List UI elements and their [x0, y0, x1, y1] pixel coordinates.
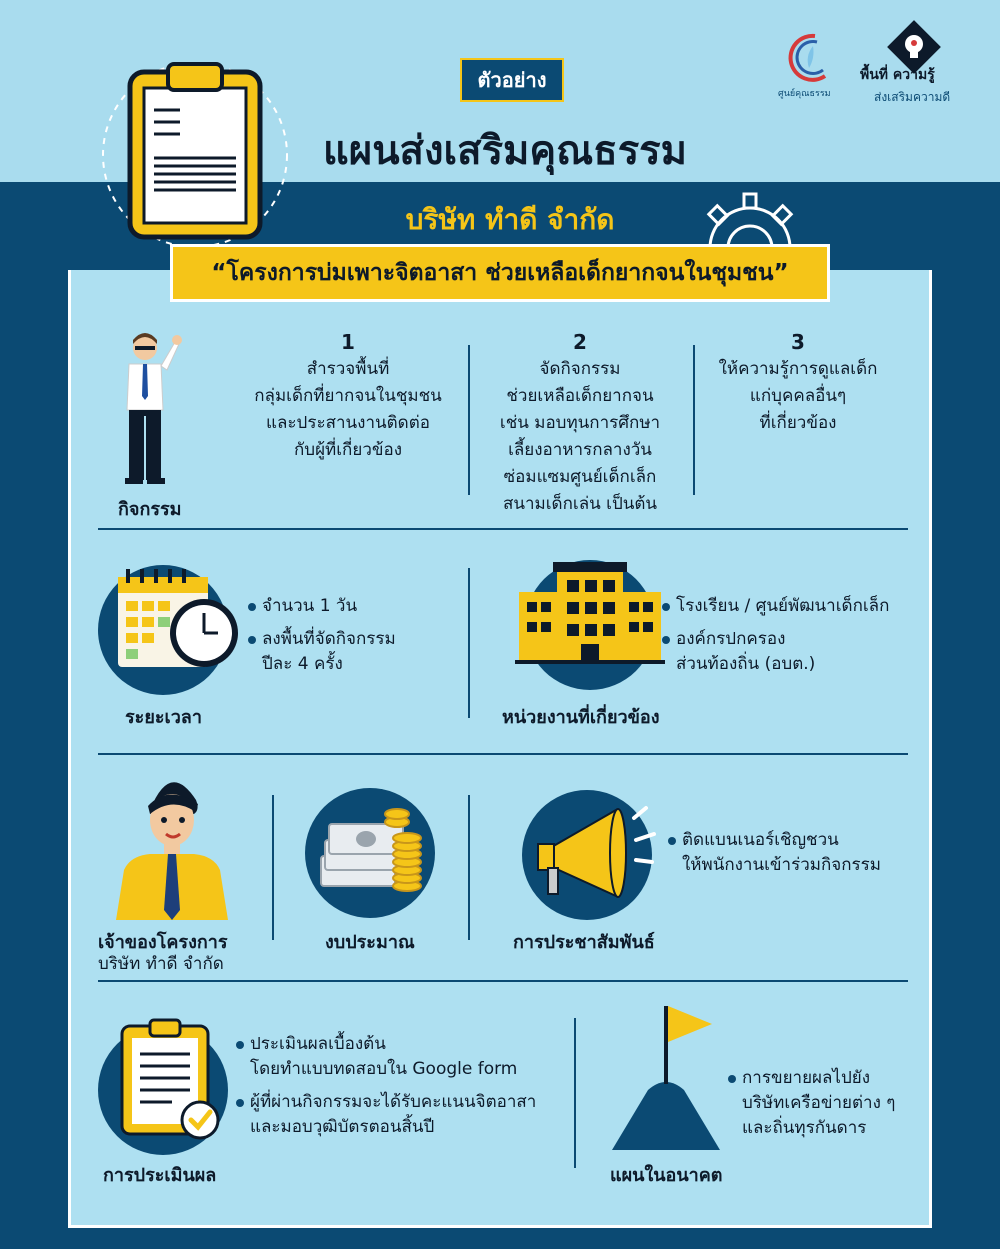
agency-item: องค์กรปกครอง ส่วนท้องถิ่น (อบต.) — [662, 627, 912, 677]
divider — [468, 568, 470, 718]
agency-list — [662, 594, 912, 685]
moral-center-logo-text: ศูนย์คุณธรรม — [778, 89, 831, 99]
presenter-man-icon — [115, 330, 195, 490]
megaphone-icon — [530, 800, 670, 900]
divider — [574, 1018, 576, 1168]
owner-company: บริษัท ทำดี จำกัด — [98, 954, 224, 974]
sample-tag: ตัวอย่าง — [460, 58, 564, 102]
step-1-number: 1 — [341, 330, 355, 354]
checklist-clipboard-icon — [112, 1016, 232, 1146]
step-3-number: 3 — [791, 330, 805, 354]
company-name: บริษัท ทำดี จำกัด — [405, 203, 615, 236]
moral-center-logo-icon — [785, 28, 835, 88]
activities-label: กิจกรรม — [118, 499, 182, 520]
money-stack-icon — [315, 800, 425, 900]
knowledge-logo-title: พื้นที่ ความรู้ — [860, 67, 935, 83]
page-title: แผนส่งเสริมคุณธรรม — [322, 128, 688, 174]
future-item: การขยายผลไปยัง บริษัทเครือข่ายต่าง ๆ และถิ่นทุรกันดาร — [728, 1066, 928, 1141]
owner-label: เจ้าของโครงการ — [98, 932, 228, 953]
duration-item: ลงพื้นที่จัดกิจกรรม ปีละ 4 ครั้ง — [248, 627, 458, 677]
section-divider — [98, 528, 908, 530]
flag-mountain-icon — [608, 1000, 728, 1160]
project-title: “โครงการบ่มเพาะจิตอาสา ช่วยเหลือเด็กยากจนในชุมชน” — [170, 244, 830, 302]
budget-label: งบประมาณ — [325, 932, 415, 953]
step-1-text: สำรวจพื้นที่ กลุ่มเด็กที่ยากจนในชุมชน และประสานงานติดต่อ กับผู้ที่เกี่ยวข้อง — [254, 359, 442, 460]
section-divider — [98, 980, 908, 982]
duration-label: ระยะเวลา — [125, 707, 202, 728]
building-icon — [515, 560, 665, 670]
gear-icon — [700, 190, 800, 250]
agency-item: โรงเรียน / ศูนย์พัฒนาเด็กเล็ก — [662, 594, 912, 619]
pr-item: ติดแบนเนอร์เชิญชวน ให้พนักงานเข้าร่วมกิจกรรม — [668, 828, 908, 878]
step-2-number: 2 — [573, 330, 587, 354]
agencies-label: หน่วยงานที่เกี่ยวข้อง — [502, 707, 660, 728]
pr-label: การประชาสัมพันธ์ — [513, 932, 655, 953]
divider — [468, 795, 470, 940]
pr-list — [668, 828, 908, 886]
duration-item: จำนวน 1 วัน — [248, 594, 458, 619]
evaluation-item: ผู้ที่ผ่านกิจกรรมจะได้รับคะแนนจิตอาสา และมอบวุฒิบัตรตอนสิ้นปี — [236, 1090, 566, 1140]
step-2-text: จัดกิจกรรม ช่วยเหลือเด็กยากจน เช่น มอบทุนการศึกษา เลี้ยงอาหารกลางวัน ซ่อมแซมศูนย์เด็กเล็ก สนามเด็กเล่น เป็นต้น — [499, 359, 661, 514]
section-divider — [98, 753, 908, 755]
knowledge-logo-subtitle: ส่งเสริมความดี — [874, 90, 951, 104]
future-list — [728, 1066, 928, 1149]
evaluation-item: ประเมินผลเบื้องต้น โดยทำแบบทดสอบใน Google form — [236, 1032, 566, 1082]
project-owner-icon — [110, 770, 230, 920]
evaluation-label: การประเมินผล — [103, 1165, 217, 1186]
future-label: แผนในอนาคต — [610, 1165, 723, 1186]
divider — [272, 795, 274, 940]
duration-list — [248, 594, 458, 685]
calendar-clock-icon — [112, 565, 242, 675]
evaluation-list — [236, 1032, 566, 1148]
step-3-text: ให้ความรู้การดูแลเด็ก แก่บุคคลอื่นๆ ที่เกี่ยวข้อง — [718, 359, 878, 433]
